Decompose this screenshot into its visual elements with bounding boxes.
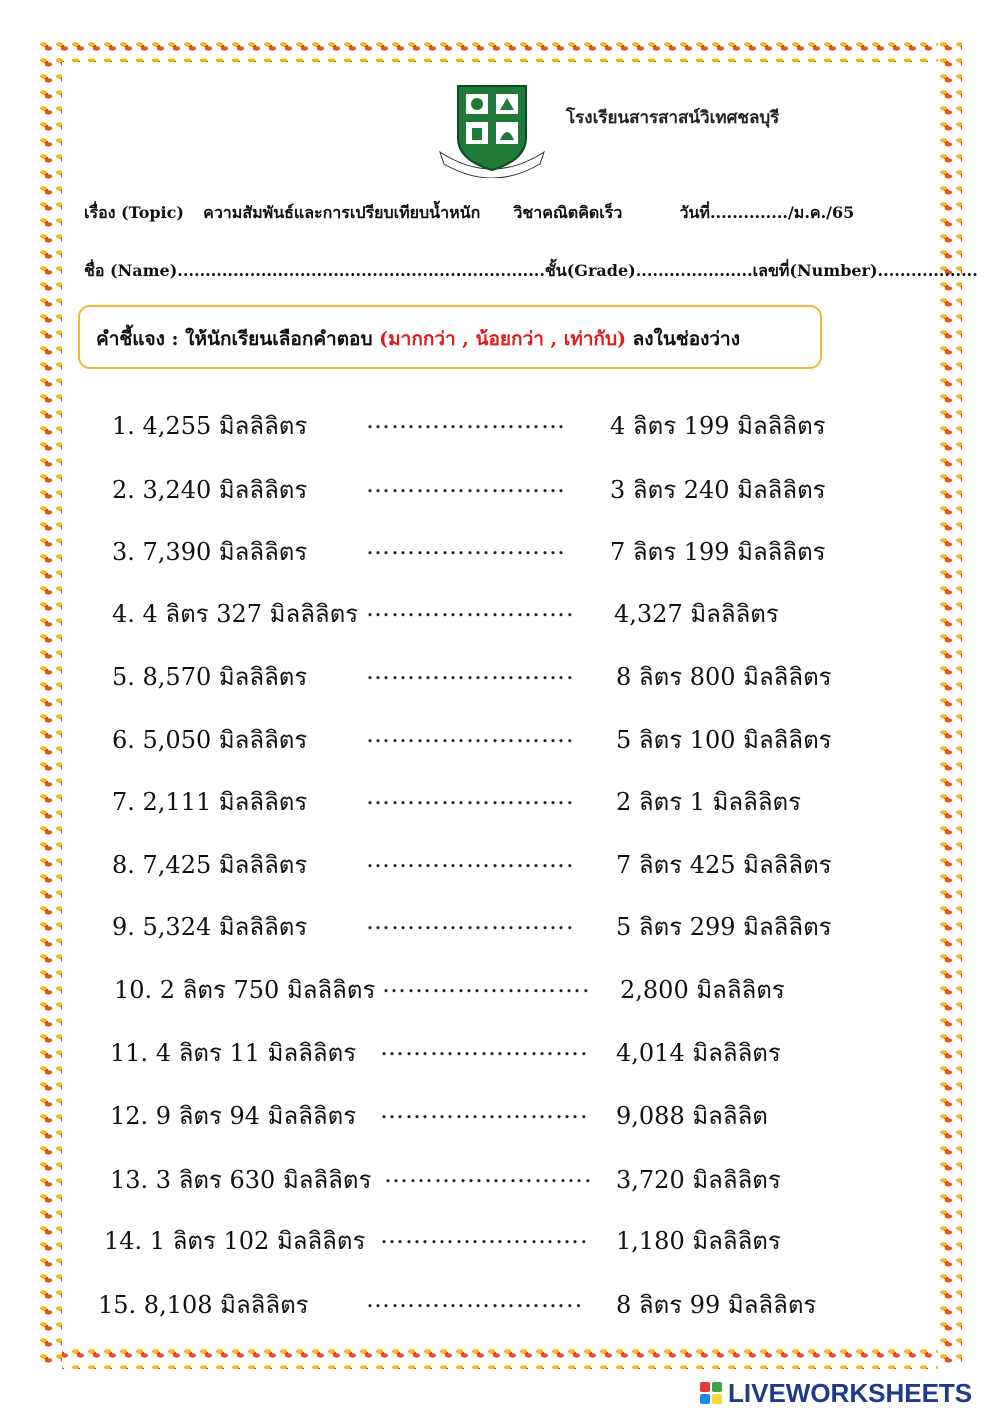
question-row xyxy=(0,720,1000,756)
instruction-box xyxy=(78,305,822,369)
question-right-quantity: 5 ลิตร 299 มิลลิลิตร xyxy=(616,913,832,941)
answer-blank[interactable]: ……………………. xyxy=(366,907,575,935)
question-left-quantity: 9. 5,324 มิลลิลิตร xyxy=(112,913,308,941)
instruction-suffix: ลงในช่องว่าง xyxy=(626,328,740,350)
answer-blank[interactable]: ……………………. xyxy=(380,1096,589,1124)
school-name: โรงเรียนสารสาสน์วิเทศชลบุรี xyxy=(566,108,780,128)
question-left-quantity: 4. 4 ลิตร 327 มิลลิลิตร xyxy=(112,600,359,628)
question-left-quantity: 15. 8,108 มิลลิลิตร xyxy=(98,1291,309,1319)
liveworksheets-logo xyxy=(700,1378,972,1408)
instruction-text xyxy=(96,324,740,354)
answer-blank[interactable]: …………………….. xyxy=(366,1285,584,1313)
question-row xyxy=(0,532,1000,568)
answer-blank[interactable]: ……………………. xyxy=(380,1221,589,1249)
instruction-prefix: คำชี้แจง : ให้นักเรียนเลือกคำตอบ xyxy=(96,328,380,350)
answer-blank[interactable]: ……………………. xyxy=(366,782,575,810)
liveworksheets-icon xyxy=(700,1382,722,1404)
question-right-quantity: 8 ลิตร 800 มิลลิลิตร xyxy=(616,663,832,691)
answer-blank[interactable]: ……………………. xyxy=(382,970,591,998)
question-row xyxy=(0,970,1000,1006)
answer-blank[interactable]: ……………………. xyxy=(380,1033,589,1061)
decorative-border-bottom xyxy=(38,1345,962,1369)
question-right-quantity: 4,327 มิลลิลิตร xyxy=(614,600,779,628)
question-right-quantity: 1,180 มิลลิลิตร xyxy=(616,1227,781,1255)
name-field[interactable]: ชื่อ (Name).................................................................. xyxy=(84,261,545,280)
question-right-quantity: 2 ลิตร 1 มิลลิลิตร xyxy=(616,788,802,816)
question-right-quantity: 7 ลิตร 199 มิลลิลิตร xyxy=(610,538,826,566)
question-row xyxy=(0,1160,1000,1196)
question-right-quantity: 4 ลิตร 199 มิลลิลิตร xyxy=(610,412,826,440)
topic-text: ความสัมพันธ์และการเปรียบเทียบน้ำหนัก xyxy=(203,203,481,222)
answer-blank[interactable]: ……………………. xyxy=(366,720,575,748)
grade-field[interactable]: ชั้น(Grade)..................... xyxy=(544,261,753,280)
question-left-quantity: 8. 7,425 มิลลิลิตร xyxy=(112,851,308,879)
answer-blank[interactable]: …………………… xyxy=(366,406,566,434)
question-left-quantity: 1. 4,255 มิลลิลิตร xyxy=(112,412,308,440)
question-right-quantity: 2,800 มิลลิลิตร xyxy=(620,976,785,1004)
instruction-options: (มากกว่า , น้อยกว่า , เท่ากับ) xyxy=(379,328,626,350)
question-row xyxy=(0,845,1000,881)
question-left-quantity: 11. 4 ลิตร 11 มิลลิลิตร xyxy=(110,1039,357,1067)
question-left-quantity: 2. 3,240 มิลลิลิตร xyxy=(112,476,308,504)
question-row xyxy=(0,406,1000,442)
question-right-quantity: 3 ลิตร 240 มิลลิลิตร xyxy=(610,476,826,504)
name-grade-number-line xyxy=(84,259,978,284)
answer-blank[interactable]: …………………… xyxy=(366,532,566,560)
question-row xyxy=(0,1285,1000,1321)
question-row xyxy=(0,1096,1000,1132)
question-right-quantity: 8 ลิตร 99 มิลลิลิตร xyxy=(616,1291,817,1319)
question-left-quantity: 14. 1 ลิตร 102 มิลลิลิตร xyxy=(104,1227,366,1255)
question-row xyxy=(0,907,1000,943)
question-right-quantity: 9,088 มิลลิลิต xyxy=(616,1102,768,1130)
question-right-quantity: 7 ลิตร 425 มิลลิลิตร xyxy=(616,851,832,879)
school-crest-logo xyxy=(436,82,548,178)
subject-label: วิชาคณิตคิดเร็ว xyxy=(513,203,623,222)
answer-blank[interactable]: …………………… xyxy=(366,470,566,498)
decorative-border-top xyxy=(38,38,962,62)
question-left-quantity: 10. 2 ลิตร 750 มิลลิลิตร xyxy=(114,976,376,1004)
liveworksheets-brand: LIVEWORKSHEETS xyxy=(728,1377,973,1408)
question-row xyxy=(0,657,1000,693)
question-row xyxy=(0,470,1000,506)
question-left-quantity: 13. 3 ลิตร 630 มิลลิลิตร xyxy=(110,1166,372,1194)
question-row xyxy=(0,1221,1000,1257)
question-left-quantity: 6. 5,050 มิลลิลิตร xyxy=(112,726,308,754)
question-left-quantity: 5. 8,570 มิลลิลิตร xyxy=(112,663,308,691)
question-right-quantity: 4,014 มิลลิลิตร xyxy=(616,1039,781,1067)
answer-blank[interactable]: ……………………. xyxy=(366,845,575,873)
question-left-quantity: 7. 2,111 มิลลิลิตร xyxy=(112,788,308,816)
question-right-quantity: 5 ลิตร 100 มิลลิลิตร xyxy=(616,726,832,754)
date-field[interactable]: วันที่............../ม.ค./65 xyxy=(679,203,855,222)
question-right-quantity: 3,720 มิลลิลิตร xyxy=(616,1166,781,1194)
answer-blank[interactable]: ……………………. xyxy=(366,594,575,622)
topic-label: เรื่อง (Topic) xyxy=(84,203,184,222)
answer-blank[interactable]: ……………………. xyxy=(366,657,575,685)
answer-blank[interactable]: ……………………. xyxy=(384,1160,593,1188)
question-row xyxy=(0,594,1000,630)
topic-line xyxy=(84,201,854,226)
number-field[interactable]: เลขที่(Number).................. xyxy=(752,261,978,280)
question-row xyxy=(0,1033,1000,1069)
question-row xyxy=(0,782,1000,818)
question-left-quantity: 12. 9 ลิตร 94 มิลลิลิตร xyxy=(110,1102,357,1130)
question-left-quantity: 3. 7,390 มิลลิลิตร xyxy=(112,538,308,566)
